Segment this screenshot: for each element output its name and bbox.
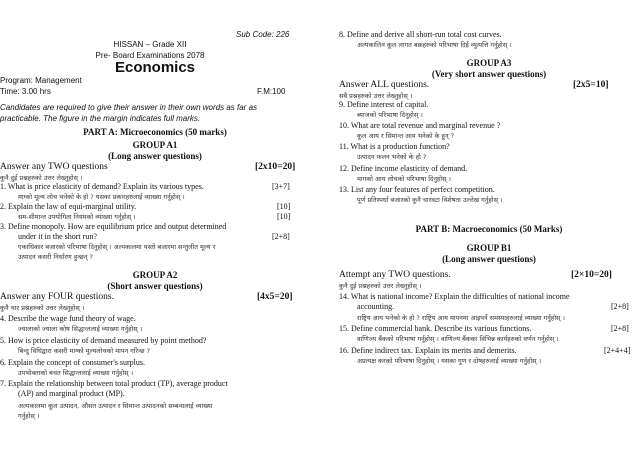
group-a2-marks: [4x5=20]: [257, 292, 293, 302]
question-16: 16. Define indirect tax. Explain its merits and demerits.: [339, 346, 517, 355]
board-name: HISSAN – Grade XII: [113, 40, 187, 49]
question-16-np: अप्रत्यक्ष करको परिभाषा दिनुहोस् । यसका गुण र दोषहरुलाई व्याख्या गर्नुहोस् ।: [357, 357, 542, 365]
question-2-np: सम-सीमान्त उपयोगिता नियमको व्याख्या गर्नुहोस् ।: [18, 213, 136, 221]
group-b1-instruction-np: कुनै दुई प्रश्नहरुको उत्तर लेख्नुहोस् ।: [339, 282, 422, 290]
time-label: Time: 3.00 hrs: [0, 87, 51, 96]
group-a3-instruction: Answer ALL questions.: [339, 80, 430, 90]
program-label: Program: Management: [0, 76, 82, 85]
question-10-np: कूल आय र सिमान्त आय भनेको के हुन् ?: [357, 132, 455, 140]
question-6-np: उपभोक्ताको बचत सिद्धान्तलाई व्याख्या गर्नुहोस् ।: [18, 369, 134, 377]
group-a3-instruction-np: सबै प्रश्नहरुको उत्तर लेख्नुहोस् ।: [339, 92, 413, 100]
question-8-np: अल्पकालिन कूल लागत बक्रहरुको परिभाषा दिई व्युत्पत्ति गर्नुहोस् ।: [357, 41, 512, 49]
question-2: 2. Explain the law of equi-marginal utility.: [0, 202, 137, 211]
subject-title: Economics: [114, 59, 196, 76]
question-7-line-2: (AP) and marginal product (MP).: [18, 389, 125, 398]
question-5: 5. How is price elasticity of demand measured by point method?: [0, 336, 207, 345]
group-a2-instruction-np: कुनै चार प्रश्नहरुको उत्तर लेख्नुहोस् ।: [0, 304, 85, 312]
question-9: 9. Define interest of capital.: [339, 100, 429, 109]
question-6: 6. Explain the concept of consumer's surplus.: [0, 358, 145, 367]
question-4: 4. Describe the wage fund theory of wage.: [0, 314, 136, 323]
question-15-marks: [2+8]: [611, 324, 629, 333]
group-a1-instruction: Answer any TWO questions: [0, 162, 108, 172]
question-14: 14. What is national income? Explain the difficulties of national income: [339, 292, 570, 301]
question-3-np: एकाधिकार बजारको परिभाषा दिनुहोस् । अल्पकालमा यस्तो बजारमा सन्तुलीत मूल्य र: [18, 243, 216, 251]
question-14-np: राष्ट्रिय आय भनेको के हो ? राष्ट्रिय आय मापनमा आइपर्ने समस्याहरुलाई व्याख्या गर्नुहोस् ।: [357, 314, 565, 322]
question-3-line-2: under it in the short run?: [18, 232, 97, 241]
question-2-np-marks: [10]: [277, 212, 291, 221]
question-11: 11. What is a production function?: [339, 142, 450, 151]
question-1-marks: [3+7]: [272, 182, 290, 191]
question-8: 8. Define and derive all short-run total cost curves.: [339, 30, 502, 39]
question-13-np: पूर्ण प्रतिस्पर्धा बजारको कुनै चारवटा विशेषता उल्लेख गर्नुहोस् ।: [357, 196, 503, 204]
question-5-np: बिन्दु विधिद्वारा कसरी माग्को मूल्यलोचको मापन गरिन्छ ?: [18, 347, 151, 355]
sub-code: Sub Code: 226: [236, 30, 290, 39]
question-16-marks: [2+4+4]: [604, 346, 631, 355]
group-a1-instruction-np: कुनै दुई प्रश्नहरुको उत्तर लेख्नुहोस् ।: [0, 174, 83, 182]
instructions-line-1: Candidates are required to give their answer in their own words as far as: [0, 103, 258, 112]
question-12-np: मागको आय लोचको परिभाषा दिनुहोस् ।: [357, 175, 452, 183]
group-b1-marks: [2×10=20]: [571, 270, 612, 280]
group-a1-title: GROUP A1: [132, 140, 178, 150]
question-2-marks: [10]: [277, 202, 291, 211]
question-7-np-line-2: गर्नुहोस् ।: [18, 412, 40, 420]
group-a2-title: GROUP A2: [132, 270, 178, 280]
group-a3-marks: [2x5=10]: [573, 80, 609, 90]
group-a3-subtitle: (Very short answer questions): [431, 69, 547, 79]
question-10: 10. What are total revenue and marginal revenue ?: [339, 121, 501, 130]
question-13: 13. List any four features of perfect competition.: [339, 185, 495, 194]
group-a3-title: GROUP A3: [466, 58, 512, 68]
part-a-title: PART A: Microeconomics (50 marks): [83, 127, 227, 137]
question-11-np: उत्पादन फलन भनेको के हो ?: [357, 153, 427, 161]
instructions-line-2: practicable. The figure in the margin indicates full marks.: [0, 114, 201, 123]
question-7: 7. Explain the relationship between total product (TP), average product: [0, 379, 228, 388]
full-marks-label: F.M:100: [257, 87, 286, 96]
question-3-np-line-2: उत्पादन कसरी निर्धारण हुन्छन् ?: [18, 253, 93, 261]
group-b1-subtitle: (Long answer questions): [442, 254, 536, 264]
question-14-marks: [2+8]: [611, 302, 629, 311]
question-1: 1. What is price elasticity of demand? Explain its various types.: [0, 182, 204, 191]
group-b1-instruction: Attempt any TWO questions.: [339, 270, 451, 280]
question-1-np: माग्को मूल्य लोच भनेको के हो ? यसका प्रकारहरुलाई व्याख्या गर्नुहोस् ।: [18, 193, 185, 201]
question-9-np: ब्याजको परिभाषा दिनुहोस् ।: [357, 111, 423, 119]
question-7-np: अल्पकालमा कूल उत्पादन, औसत उत्पादन र सिमान्त उत्पादनको सम्बन्धलाई व्याख्या: [18, 402, 213, 410]
question-3: 3. Define monopoly. How are equilibrium price and output determined: [0, 222, 227, 231]
question-14-line-2: accounting.: [357, 302, 395, 311]
question-15: 15. Define commercial bank. Describe its various functions.: [339, 324, 532, 333]
question-12: 12. Define income elasticity of demand.: [339, 164, 468, 173]
group-a1-marks: [2x10=20]: [255, 162, 296, 172]
group-b1-title: GROUP B1: [466, 243, 512, 253]
question-4-np: ज्यालाको ज्याला कोष सिद्धान्तलाई व्याख्या गर्नुहोस् ।: [18, 325, 143, 333]
group-a1-subtitle: (Long answer questions): [108, 151, 202, 161]
question-15-np: वाणिज्य बैंकको परिभाषा गर्नुहोस् । वाणिज्य बैंकका विभिन्न कार्यहरुको वर्णन गर्नुहोस् ।: [357, 335, 559, 343]
question-3-marks: [2+8]: [272, 232, 290, 241]
exam-name: Pre- Board Examinations 2078: [95, 51, 205, 60]
group-a2-instruction: Answer any FOUR questions.: [0, 292, 114, 302]
group-a2-subtitle: (Short answer questions): [107, 281, 203, 291]
part-b-title: PART B: Macroeconomics (50 Marks): [415, 224, 563, 234]
